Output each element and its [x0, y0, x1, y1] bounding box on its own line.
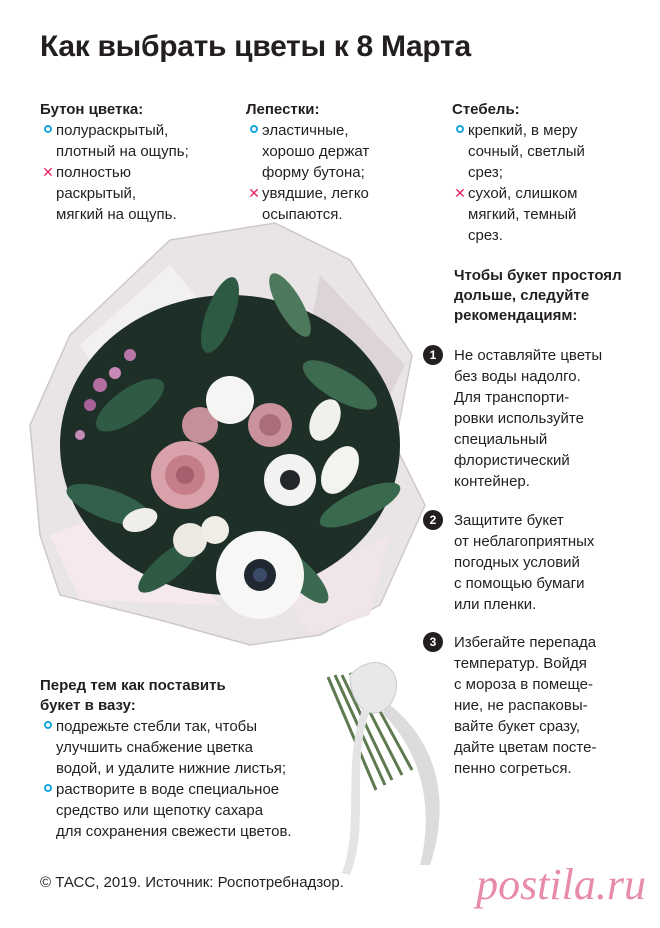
- petals-good-item: эластичные, хорошо держат форму бутона;: [246, 120, 436, 183]
- stem-column: [452, 100, 652, 246]
- good-circle-icon: [44, 721, 52, 729]
- bud-good-item: полураскрытый, плотный на ощупь;: [40, 120, 230, 162]
- vase-heading: Перед тем как поставить букет в вазу:: [40, 677, 226, 714]
- recommendations-heading: Чтобы букет простоял дольше, следуйте рекомендациям:: [454, 267, 622, 324]
- step-2-text: Защитите букет от неблагоприятных погодных условий с помощью бумаги или пленки.: [454, 512, 595, 613]
- step-3-badge: 3: [423, 632, 443, 652]
- stem-bad-item: ✕ сухой, слишком мягкий, темный срез.: [454, 185, 578, 244]
- step-3-text: Избегайте перепада температур. Войдя с мороза в помеще- ние, не распаковы- вайте букет сразу, дайте цветам посте- пенно согреться.: [454, 634, 597, 777]
- petals-heading: Лепестки:: [246, 101, 320, 118]
- bad-cross-icon: ✕: [42, 164, 54, 180]
- good-circle-icon: [44, 125, 52, 133]
- bud-heading: Бутон цветка:: [40, 101, 144, 118]
- stem-good-item: крепкий, в меру сочный, светлый срез;: [452, 120, 652, 183]
- stem-heading: Стебель:: [452, 101, 520, 118]
- good-circle-icon: [250, 125, 258, 133]
- good-circle-icon: [44, 784, 52, 792]
- bad-cross-icon: ✕: [454, 185, 466, 201]
- vase-section: [40, 676, 340, 842]
- good-circle-icon: [456, 125, 464, 133]
- step-1-text: Не оставляйте цветы без воды надолго. Для транспорти- ровки используйте специальный флористический контейнер.: [454, 347, 603, 490]
- petals-bad-item: ✕ увядшие, легко осыпаются.: [248, 185, 369, 223]
- footer-source: © ТАСС, 2019. Источник: Роспотребнадзор.: [40, 874, 344, 891]
- vase-item-2: растворите в воде специальное средство или щепотку сахара для сохранения свежести цветов.: [40, 779, 340, 842]
- page-title: Как выбрать цветы к 8 Марта: [40, 30, 471, 63]
- vase-item-1: подрежьте стебли так, чтобы улучшить снабжение цветка водой, и удалите нижние листья;: [40, 716, 340, 779]
- step-1-badge: 1: [423, 345, 443, 365]
- step-2-badge: 2: [423, 510, 443, 530]
- bud-bad-item: ✕ полностью раскрытый, мягкий на ощупь.: [42, 164, 177, 223]
- watermark: postila.ru: [476, 860, 646, 909]
- bad-cross-icon: ✕: [248, 185, 260, 201]
